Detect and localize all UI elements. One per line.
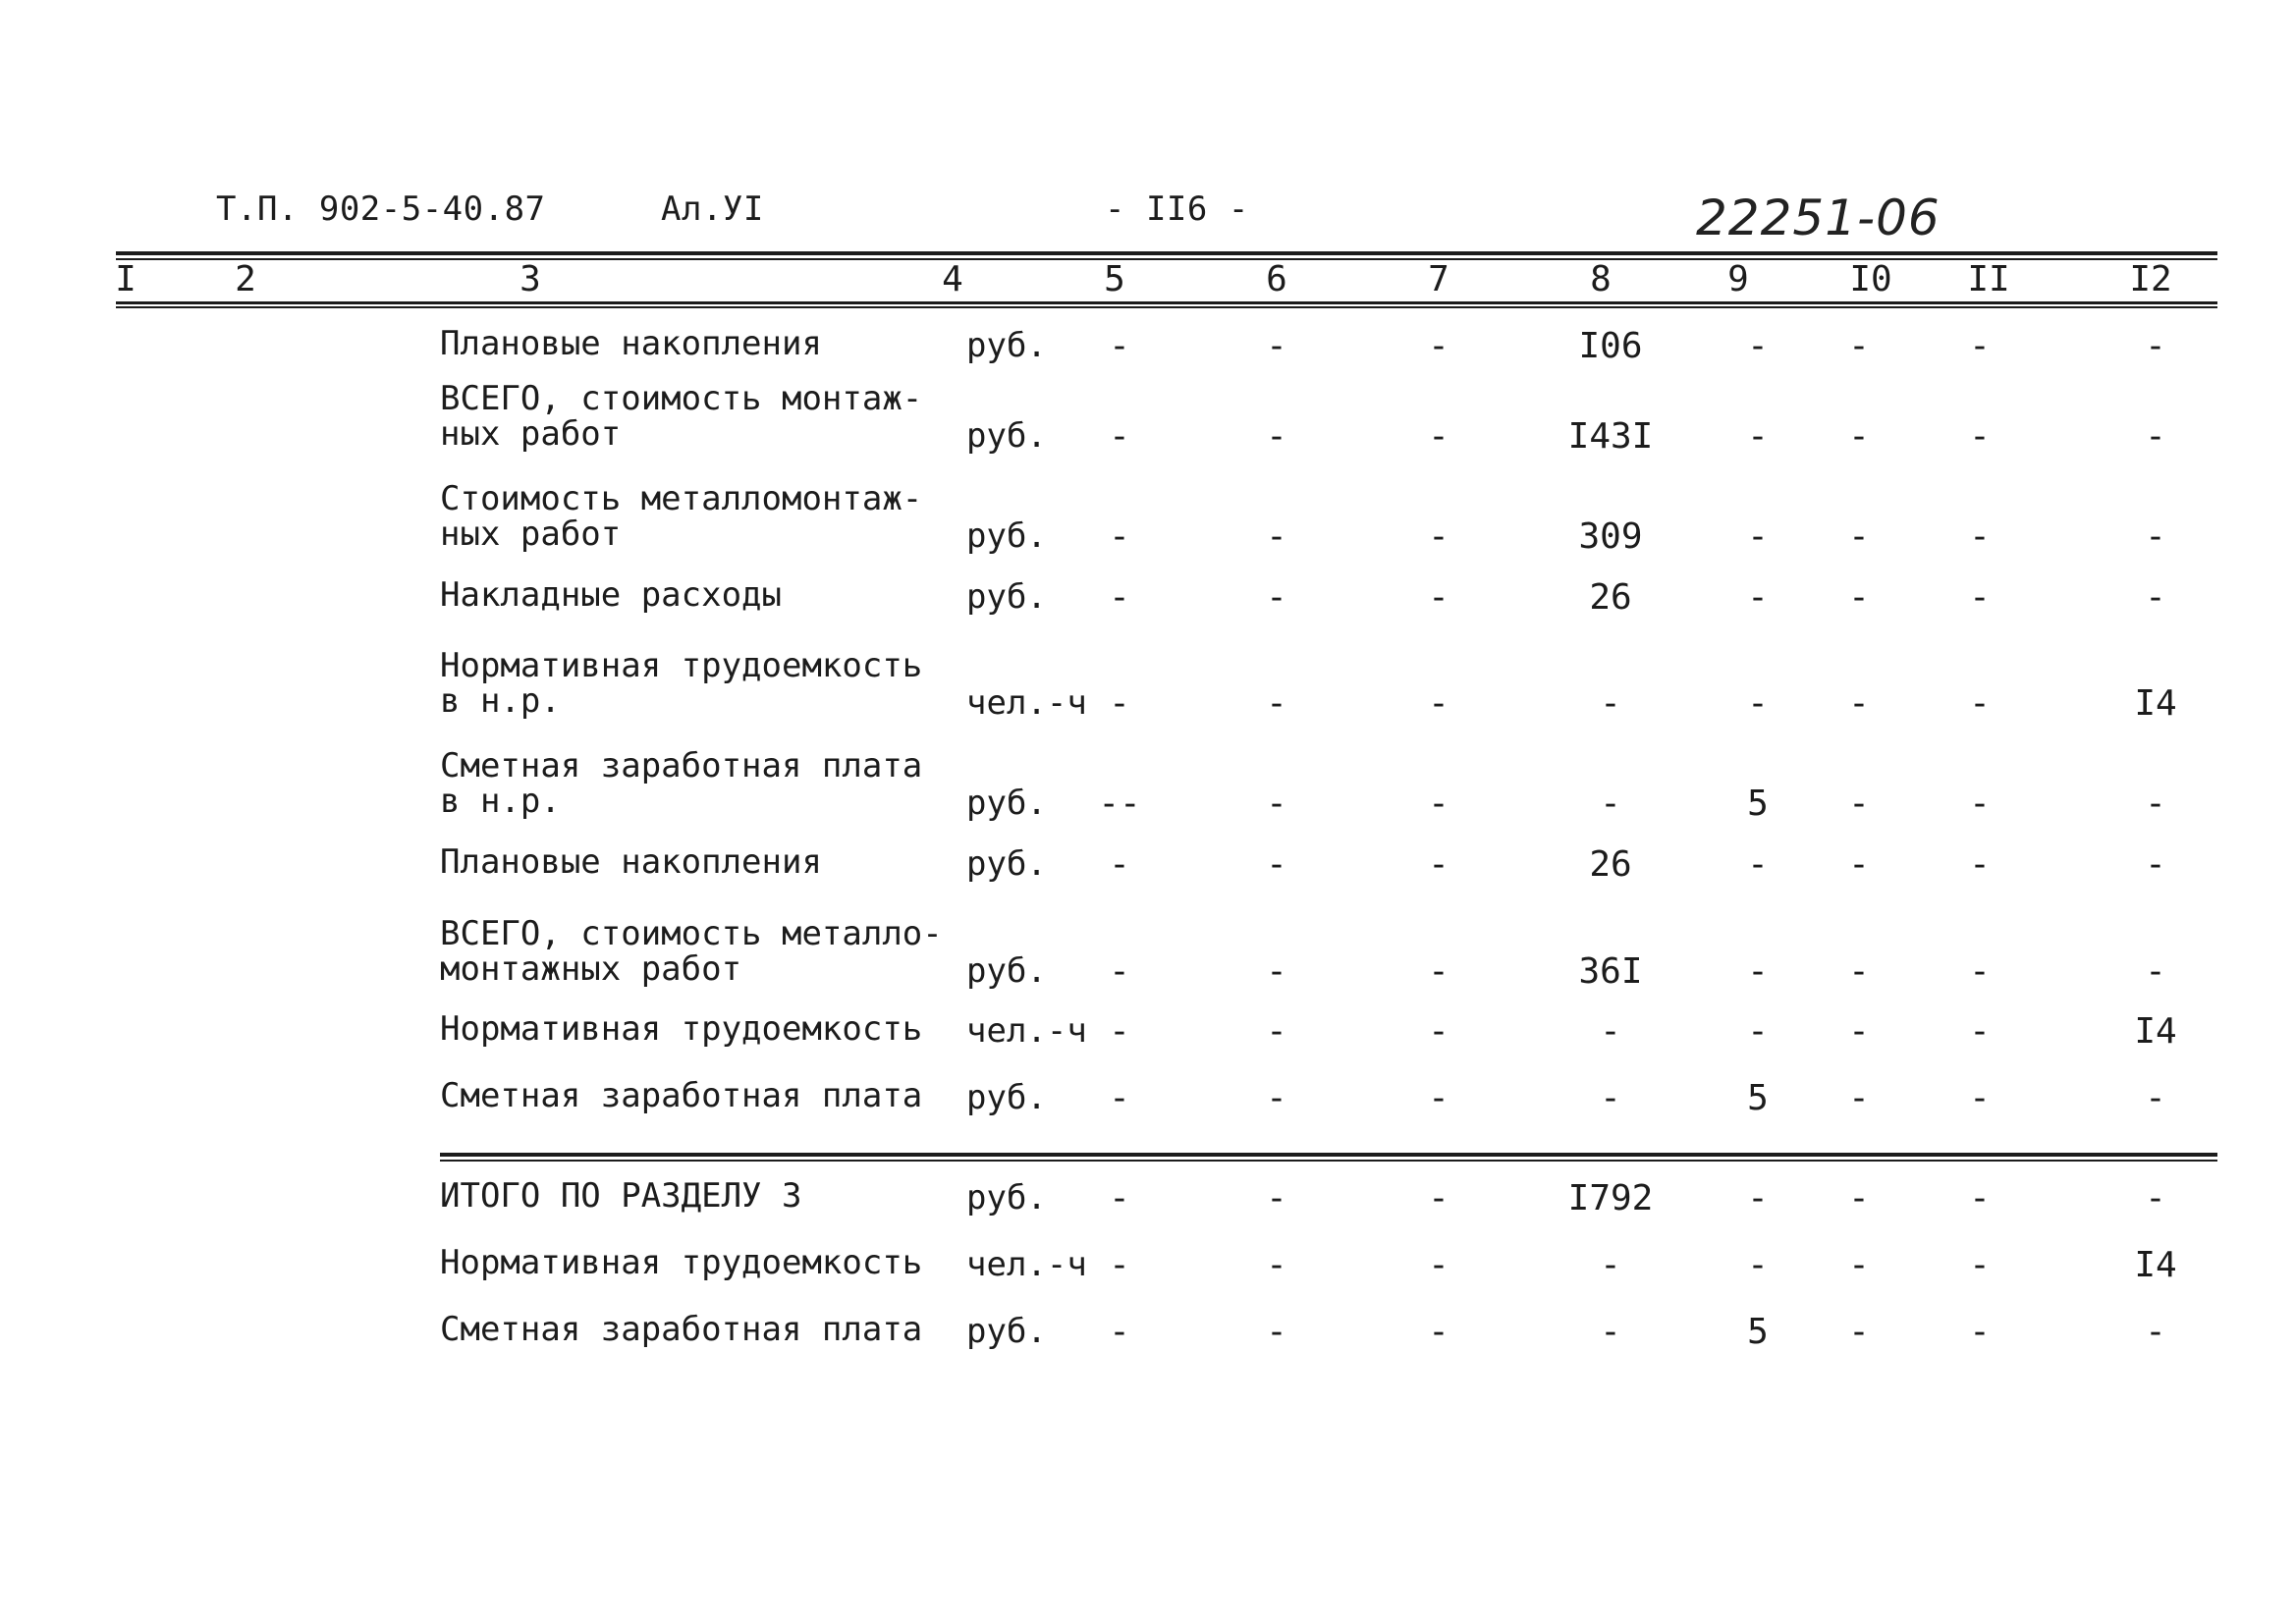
cell-col-12: - xyxy=(2145,1312,2166,1352)
cell-col-9: 5 xyxy=(1747,1312,1769,1352)
cell-col-7: - xyxy=(1428,326,1449,366)
cell-col-9: - xyxy=(1747,326,1769,366)
cell-col-6: - xyxy=(1266,683,1287,724)
row-unit: руб. xyxy=(966,844,1047,884)
cell-col-5: - xyxy=(1109,844,1130,885)
column-number: 9 xyxy=(1727,259,1749,299)
cell-col-10: - xyxy=(1848,416,1870,457)
cell-col-12: - xyxy=(2145,784,2166,824)
cell-col-11: - xyxy=(1969,416,1991,457)
handwritten-code: 22251-06 xyxy=(1696,189,1941,246)
column-number: 6 xyxy=(1266,259,1287,299)
cell-col-7: - xyxy=(1428,577,1449,618)
cell-col-8: - xyxy=(1600,683,1621,724)
header-rule-bottom xyxy=(116,301,2217,304)
cell-col-12: - xyxy=(2145,326,2166,366)
column-number: II xyxy=(1967,259,2010,299)
cell-col-10: - xyxy=(1848,844,1870,885)
cell-col-7: - xyxy=(1428,784,1449,824)
cell-col-8: - xyxy=(1600,1078,1621,1118)
cell-col-5: - xyxy=(1109,326,1130,366)
cell-col-5: - xyxy=(1109,416,1130,457)
cell-col-5: - xyxy=(1109,577,1130,618)
cell-col-11: - xyxy=(1969,951,1991,992)
cell-col-8: I792 xyxy=(1567,1178,1654,1218)
cell-col-9: - xyxy=(1747,416,1769,457)
cell-col-5: - xyxy=(1109,683,1130,724)
cell-col-12: I4 xyxy=(2134,1245,2177,1285)
row-label: Нормативная трудоемкость xyxy=(440,1243,923,1282)
cell-col-7: - xyxy=(1428,1312,1449,1352)
cell-col-8: - xyxy=(1600,1312,1621,1352)
cell-col-5: - xyxy=(1109,951,1130,992)
cell-col-11: - xyxy=(1969,683,1991,724)
cell-col-8: 36I xyxy=(1578,951,1643,992)
cell-col-9: 5 xyxy=(1747,784,1769,824)
cell-col-10: - xyxy=(1848,683,1870,724)
cell-col-6: - xyxy=(1266,951,1287,992)
row-label: Плановые накопления xyxy=(440,324,822,363)
row-unit: руб. xyxy=(966,326,1047,365)
column-number: 3 xyxy=(519,259,541,299)
cell-col-5: - xyxy=(1109,516,1130,557)
row-unit: руб. xyxy=(966,577,1047,617)
document-reference: Т.П. 902-5-40.87 xyxy=(216,189,546,229)
cell-col-12: - xyxy=(2145,1078,2166,1118)
cell-col-8: - xyxy=(1600,1245,1621,1285)
cell-col-11: - xyxy=(1969,1078,1991,1118)
cell-col-7: - xyxy=(1428,951,1449,992)
row-label: Нормативная трудоемкость xyxy=(440,1009,923,1049)
cell-col-6: - xyxy=(1266,1178,1287,1218)
cell-col-11: - xyxy=(1969,326,1991,366)
cell-col-7: - xyxy=(1428,1011,1449,1052)
cell-col-12: - xyxy=(2145,516,2166,557)
row-unit: чел.-ч xyxy=(966,1245,1087,1284)
cell-col-6: - xyxy=(1266,1011,1287,1052)
cell-col-12: - xyxy=(2145,951,2166,992)
cell-col-10: - xyxy=(1848,577,1870,618)
cell-col-7: - xyxy=(1428,416,1449,457)
cell-col-10: - xyxy=(1848,516,1870,557)
cell-col-9: - xyxy=(1747,683,1769,724)
row-label: Сметная заработная плата в н.р. xyxy=(440,746,923,821)
cell-col-10: - xyxy=(1848,1078,1870,1118)
album-number: Ал.УI xyxy=(661,189,764,229)
row-label: Сметная заработная плата xyxy=(440,1310,923,1349)
cell-col-11: - xyxy=(1969,1245,1991,1285)
cell-col-7: - xyxy=(1428,516,1449,557)
cell-col-9: 5 xyxy=(1747,1078,1769,1118)
row-label: Стоимость металломонтаж- ных работ xyxy=(440,479,923,554)
column-number: 8 xyxy=(1590,259,1612,299)
cell-col-8: I43I xyxy=(1567,416,1654,457)
cell-col-6: - xyxy=(1266,1312,1287,1352)
cell-col-8: - xyxy=(1600,784,1621,824)
cell-col-5: - xyxy=(1109,1245,1130,1285)
cell-col-11: - xyxy=(1969,844,1991,885)
cell-col-12: - xyxy=(2145,416,2166,457)
cell-col-10: - xyxy=(1848,1011,1870,1052)
cell-col-5: - xyxy=(1109,1078,1130,1118)
cell-col-7: - xyxy=(1428,844,1449,885)
cell-col-9: - xyxy=(1747,1245,1769,1285)
cell-col-5: - xyxy=(1109,1312,1130,1352)
cell-col-6: - xyxy=(1266,1245,1287,1285)
row-label: Сметная заработная плата xyxy=(440,1076,923,1115)
column-number: 5 xyxy=(1104,259,1125,299)
cell-col-11: - xyxy=(1969,516,1991,557)
header-rule-bottom-thin xyxy=(116,306,2217,308)
cell-col-9: - xyxy=(1747,1011,1769,1052)
cell-col-12: - xyxy=(2145,1178,2166,1218)
header-rule-top xyxy=(116,251,2217,255)
row-unit: руб. xyxy=(966,516,1047,556)
cell-col-8: 26 xyxy=(1589,844,1632,885)
cell-col-6: - xyxy=(1266,516,1287,557)
cell-col-9: - xyxy=(1747,577,1769,618)
cell-col-6: - xyxy=(1266,326,1287,366)
cell-col-9: - xyxy=(1747,516,1769,557)
cell-col-5: -- xyxy=(1098,784,1141,824)
cell-col-5: - xyxy=(1109,1178,1130,1218)
cell-col-10: - xyxy=(1848,784,1870,824)
cell-col-10: - xyxy=(1848,326,1870,366)
cell-col-7: - xyxy=(1428,1178,1449,1218)
row-unit: чел.-ч xyxy=(966,1011,1087,1051)
cell-col-7: - xyxy=(1428,1245,1449,1285)
row-label: ВСЕГО, стоимость металло- монтажных работ xyxy=(440,914,943,989)
column-number: 4 xyxy=(942,259,963,299)
column-number: I0 xyxy=(1849,259,1892,299)
row-unit: чел.-ч xyxy=(966,683,1087,723)
page-number: - II6 - xyxy=(1105,189,1249,229)
cell-col-7: - xyxy=(1428,683,1449,724)
row-label: Нормативная трудоемкость в н.р. xyxy=(440,646,923,721)
section-total-rule-thin xyxy=(440,1160,2217,1162)
cell-col-6: - xyxy=(1266,844,1287,885)
cell-col-10: - xyxy=(1848,1178,1870,1218)
cell-col-10: - xyxy=(1848,1245,1870,1285)
column-number: 2 xyxy=(235,259,256,299)
cell-col-8: - xyxy=(1600,1011,1621,1052)
row-label: ВСЕГО, стоимость монтаж- ных работ xyxy=(440,379,923,454)
cell-col-10: - xyxy=(1848,1312,1870,1352)
cell-col-8: 309 xyxy=(1578,516,1643,557)
cell-col-8: 26 xyxy=(1589,577,1632,618)
section-total-rule xyxy=(440,1153,2217,1157)
cell-col-11: - xyxy=(1969,1178,1991,1218)
cell-col-9: - xyxy=(1747,1178,1769,1218)
cell-col-12: I4 xyxy=(2134,683,2177,724)
cell-col-6: - xyxy=(1266,1078,1287,1118)
column-number: I xyxy=(115,259,137,299)
column-number: I2 xyxy=(2129,259,2172,299)
row-unit: руб. xyxy=(966,416,1047,456)
cell-col-8: I06 xyxy=(1578,326,1643,366)
cell-col-6: - xyxy=(1266,784,1287,824)
cell-col-11: - xyxy=(1969,1312,1991,1352)
cell-col-11: - xyxy=(1969,1011,1991,1052)
cell-col-5: - xyxy=(1109,1011,1130,1052)
row-label: ИТОГО ПО РАЗДЕЛУ 3 xyxy=(440,1176,802,1216)
cell-col-9: - xyxy=(1747,951,1769,992)
row-unit: руб. xyxy=(966,1312,1047,1351)
cell-col-6: - xyxy=(1266,416,1287,457)
column-number: 7 xyxy=(1428,259,1449,299)
cell-col-11: - xyxy=(1969,577,1991,618)
row-unit: руб. xyxy=(966,784,1047,823)
cell-col-11: - xyxy=(1969,784,1991,824)
cell-col-12: I4 xyxy=(2134,1011,2177,1052)
cell-col-12: - xyxy=(2145,844,2166,885)
row-unit: руб. xyxy=(966,1178,1047,1217)
row-label: Накладные расходы xyxy=(440,575,782,615)
row-unit: руб. xyxy=(966,951,1047,991)
cell-col-6: - xyxy=(1266,577,1287,618)
cell-col-12: - xyxy=(2145,577,2166,618)
cell-col-7: - xyxy=(1428,1078,1449,1118)
row-unit: руб. xyxy=(966,1078,1047,1117)
cell-col-9: - xyxy=(1747,844,1769,885)
row-label: Плановые накопления xyxy=(440,842,822,882)
cell-col-10: - xyxy=(1848,951,1870,992)
